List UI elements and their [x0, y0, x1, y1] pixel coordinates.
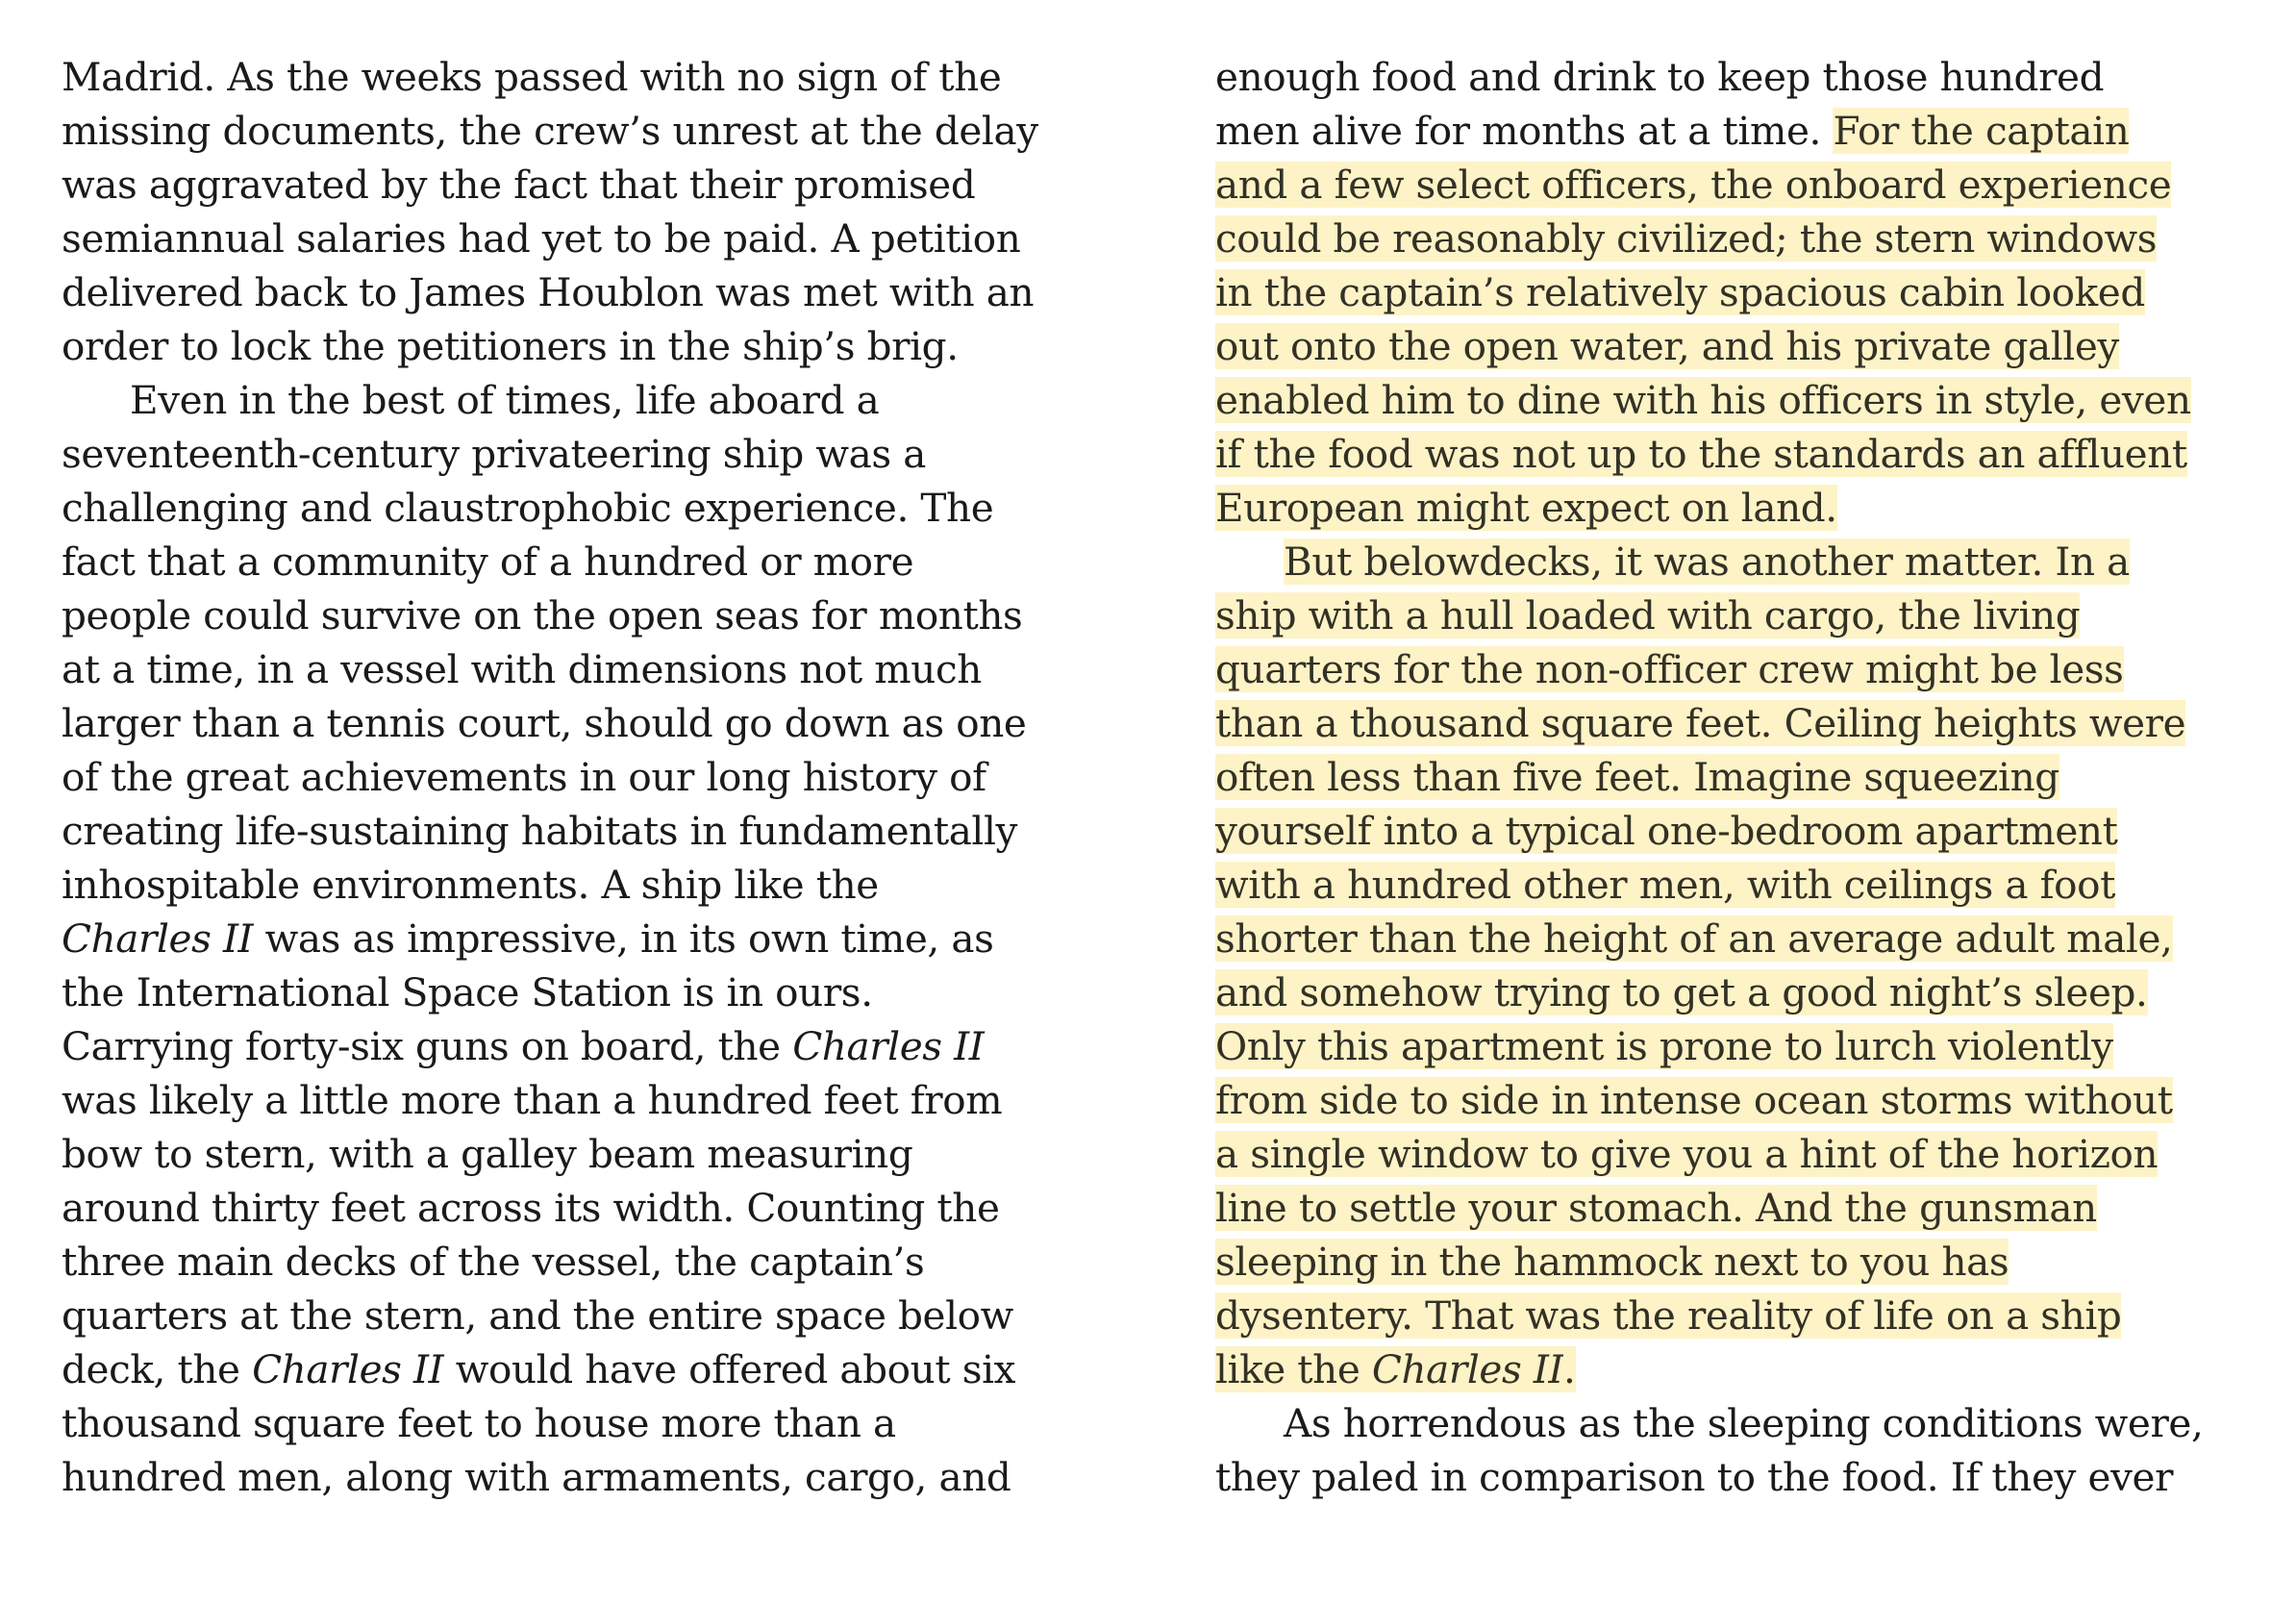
text-line: [62, 912, 1038, 965]
text-line: [62, 1342, 1038, 1396]
text-line: [1215, 858, 2203, 912]
text-line: [1215, 104, 2203, 158]
text-line: [1215, 804, 2203, 858]
highlighted-text[interactable]: out onto the open water, and his private galley: [1215, 323, 2119, 369]
text-line: [1215, 212, 2203, 265]
text-line: around thirty feet across its width. Counting the: [62, 1185, 1000, 1231]
text-line: Madrid. As the weeks passed with no sign of the: [62, 54, 1002, 100]
text-line: [1215, 1127, 2203, 1181]
text-line: [1215, 1342, 2203, 1396]
highlighted-text[interactable]: European might expect on land.: [1215, 485, 1837, 531]
highlighted-text[interactable]: dysentery. That was the reality of life on a ship: [1215, 1292, 2122, 1339]
text-run: would have offered about six: [443, 1346, 1016, 1392]
highlighted-text[interactable]: a single window to give you a hint of the horizon: [1215, 1131, 2159, 1177]
highlighted-text[interactable]: For the captain: [1833, 108, 2130, 154]
text-line: thousand square feet to house more than a: [62, 1400, 896, 1446]
italic-text: Charles II: [62, 915, 254, 962]
text-line: seventeenth-century privateering ship was a: [62, 431, 926, 477]
text-line: As horrendous as the sleeping conditions were,: [1284, 1400, 2204, 1446]
text-line: the International Space Station is in ours.: [62, 969, 873, 1015]
text-line: order to lock the petitioners in the ship’s brig.: [62, 323, 959, 369]
text-run: was as impressive, in its own time, as: [253, 915, 994, 962]
highlighted-text[interactable]: line to settle your stomach. And the gunsman: [1215, 1185, 2097, 1231]
text-line: [1215, 535, 2203, 589]
highlighted-text[interactable]: if the food was not up to the standards an affluent: [1215, 431, 2187, 477]
text-line: Even in the best of times, life aboard a: [130, 377, 880, 423]
text-line: three main decks of the vessel, the captain’s: [62, 1239, 925, 1285]
highlighted-text[interactable]: with a hundred other men, with ceilings a foot: [1215, 862, 2116, 908]
highlighted-text[interactable]: shorter than the height of an average adult male,: [1215, 915, 2173, 962]
text-line: [1215, 642, 2203, 696]
italic-text: Charles II: [252, 1346, 444, 1392]
highlighted-text[interactable]: could be reasonably civilized; the stern windows: [1215, 215, 2158, 262]
highlighted-text[interactable]: and a few select officers, the onboard experience: [1215, 162, 2172, 208]
text-line: missing documents, the crew’s unrest at the delay: [62, 108, 1038, 154]
text-line: inhospitable environments. A ship like the: [62, 862, 879, 908]
text-line: [1215, 427, 2203, 481]
text-line: challenging and claustrophobic experience. The: [62, 485, 994, 531]
text-line: [1215, 1019, 2203, 1073]
text-line: [1215, 373, 2203, 427]
text-line: they paled in comparison to the food. If they ever: [1215, 1454, 2174, 1500]
highlighted-text[interactable]: and somehow trying to get a good night’s sleep.: [1215, 969, 2148, 1015]
highlighted-text[interactable]: quarters for the non-officer crew might be less: [1215, 646, 2124, 692]
text-line: [1215, 1181, 2203, 1235]
text-line: fact that a community of a hundred or more: [62, 539, 914, 585]
highlighted-text[interactable]: yourself into a typical one-bedroom apartment: [1215, 808, 2118, 854]
highlighted-text[interactable]: sleeping in the hammock next to you has: [1215, 1239, 2009, 1285]
highlighted-text[interactable]: often less than five feet. Imagine squeezing: [1215, 754, 2059, 800]
text-line: hundred men, along with armaments, cargo, and: [62, 1454, 1011, 1500]
text-run: men alive for months at a time.: [1215, 108, 1834, 154]
text-line: larger than a tennis court, should go down as one: [62, 700, 1027, 746]
highlighted-text[interactable]: Only this apartment is prone to lurch violently: [1215, 1023, 2113, 1069]
text-line: [1215, 265, 2203, 319]
text-line: delivered back to James Houblon was met with an: [62, 269, 1035, 315]
highlighted-text[interactable]: enabled him to dine with his officers in style, even: [1215, 377, 2191, 423]
text-line: quarters at the stern, and the entire space below: [62, 1292, 1013, 1339]
text-line: enough food and drink to keep those hundred: [1215, 54, 2105, 100]
text-line: [1215, 912, 2203, 965]
right-page-column: [1215, 50, 2203, 1504]
text-line: semiannual salaries had yet to be paid. A petition: [62, 215, 1021, 262]
highlighted-text[interactable]: from side to side in intense ocean storms without: [1215, 1077, 2173, 1123]
text-run: deck, the: [62, 1346, 253, 1392]
left-page-column: [62, 50, 1038, 1504]
text-line: [1215, 481, 2203, 535]
text-line: [1215, 319, 2203, 373]
text-line: people could survive on the open seas for months: [62, 592, 1023, 639]
text-line: of the great achievements in our long history of: [62, 754, 986, 800]
text-line: [1215, 696, 2203, 750]
text-line: at a time, in a vessel with dimensions not much: [62, 646, 982, 692]
highlighted-text[interactable]: than a thousand square feet. Ceiling heights were: [1215, 700, 2186, 746]
text-line: [1215, 589, 2203, 642]
highlighted-text[interactable]: .: [1563, 1346, 1576, 1392]
text-line: [62, 1019, 1038, 1073]
text-line: [1215, 750, 2203, 804]
highlighted-text[interactable]: like the: [1215, 1346, 1372, 1392]
text-line: was likely a little more than a hundred feet from: [62, 1077, 1003, 1123]
text-line: creating life-sustaining habitats in fundamentally: [62, 808, 1018, 854]
highlighted-text[interactable]: ship with a hull loaded with cargo, the living: [1215, 592, 2081, 639]
highlighted-text[interactable]: Charles II: [1371, 1346, 1564, 1392]
text-line: [1215, 158, 2203, 212]
text-line: [1215, 1235, 2203, 1289]
italic-text: Charles II: [792, 1023, 985, 1069]
highlighted-text[interactable]: in the captain’s relatively spacious cabin looked: [1215, 269, 2145, 315]
text-line: was aggravated by the fact that their promised: [62, 162, 976, 208]
text-line: [1215, 1073, 2203, 1127]
text-run: Carrying forty-six guns on board, the: [62, 1023, 793, 1069]
text-line: [1215, 1289, 2203, 1342]
text-line: [1215, 965, 2203, 1019]
text-line: bow to stern, with a galley beam measuring: [62, 1131, 913, 1177]
highlighted-text[interactable]: But belowdecks, it was another matter. In a: [1284, 539, 2130, 585]
